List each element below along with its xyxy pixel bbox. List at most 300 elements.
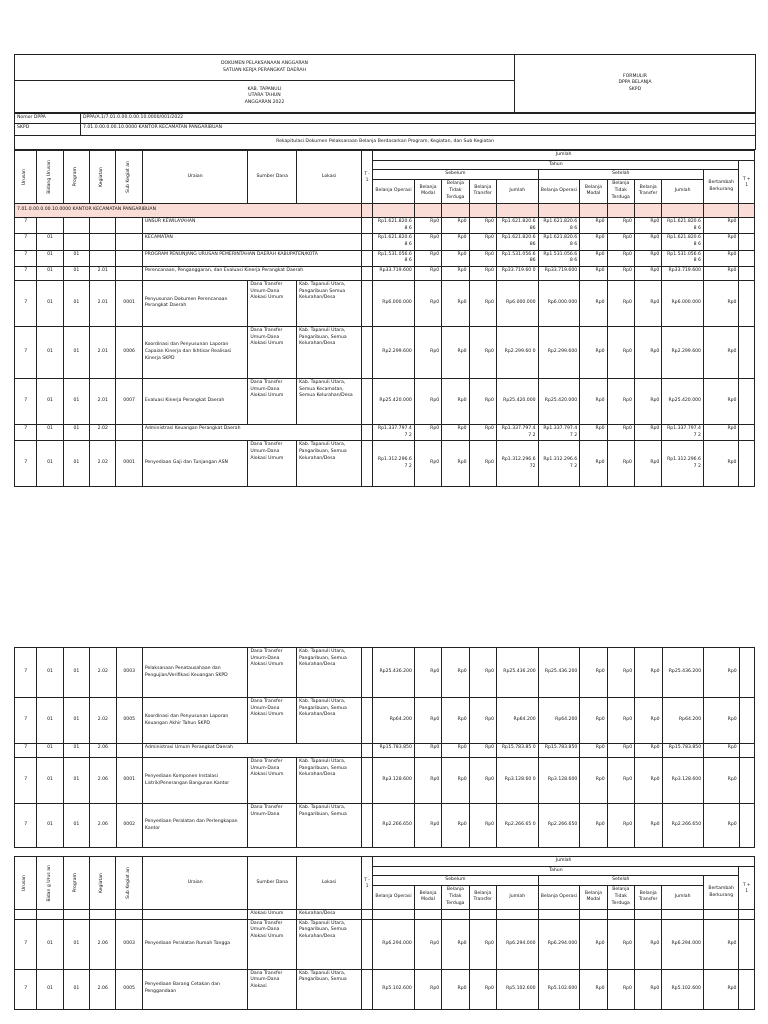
form-line: FORMULIR [623,73,647,79]
program-code: 01 [63,326,89,378]
amount-bm: Rp0 [414,698,441,744]
amount-bt: Rp0 [469,250,496,266]
table-head [15,151,755,204]
lokasi: Kab. Tapanuli Utara, Pangaribuan, Semua Kelurahan/Desa [297,758,362,804]
col-uraian: Uraian [142,857,248,910]
col-t1: T - 1 [362,857,373,910]
empty-cell [469,909,496,919]
amount-bt: Rp0 [469,744,496,758]
amount-bo2: Rp6.294.000 [538,919,580,969]
amount-btt: Rp0 [442,919,469,969]
tplus1-cell [739,648,754,698]
program-code: 01 [63,744,89,758]
amount-bo2: Rp2.299.600 [538,326,580,378]
amount-bm: Rp0 [414,326,441,378]
skpd-name: KANTOR KECAMATAN PANGARIBUAN [72,207,157,213]
program-code: 01 [63,969,89,1009]
kegiatan-code: 2.02 [90,698,116,744]
amount-j2: Rp64.200 [662,698,704,744]
bidang-code: 01 [37,441,63,487]
amount-btt2: Rp0 [607,648,634,698]
col-jml: Jumlah [662,885,704,909]
amount-bm2: Rp0 [580,326,607,378]
lokasi: Kab. Tapanuli Utara, Pangaribuan, Semua [297,804,362,848]
amount-bm2: Rp0 [580,266,607,280]
amount-btt: Rp0 [442,698,469,744]
urusan-code: 7 [15,234,37,250]
empty-cell [538,203,580,217]
amount-btt2: Rp0 [607,378,634,424]
amount-bt: Rp0 [469,804,496,848]
bidang-code: 01 [37,326,63,378]
amount-btt2: Rp0 [607,804,634,848]
uraian: Pelaksanaan Penatausahaan dan Pengujian/Verifikasi Keuangan SKPD [142,648,248,698]
sub-kegiatan-code: 0006 [116,326,142,378]
urusan-code: 7 [15,250,37,266]
amount-btt: Rp0 [442,804,469,848]
table-row [15,441,755,487]
tplus1-cell [739,919,755,969]
col-program [63,857,89,910]
amount-j: Rp15.783.85 0 [497,744,539,758]
empty-cell [739,909,755,919]
dpa-page-3 [14,856,755,1010]
amount-bm: Rp0 [414,424,441,440]
kegiatan-code: 2.01 [90,378,116,424]
amount-bt2: Rp0 [634,266,661,280]
amount-btt2: Rp0 [607,969,634,1009]
skpd-label: SKPD [15,124,81,136]
col-kegiatan [90,857,116,910]
uraian: Penyediaan Peralatan Rumah Tangga [142,919,248,969]
empty-cell [373,203,415,217]
amount-j: Rp1.621.820.6 86 [496,234,538,250]
lokasi: Kab. Tapanuli Utara, Pangaribuan, Semua Kelurahan/Desa [297,648,362,698]
kegiatan-code: 2.01 [90,280,116,326]
table-row [15,919,755,969]
program-code: 01 [63,266,89,280]
kegiatan-code [90,250,116,266]
amount-bm2: Rp0 [580,758,607,804]
amount-j2: Rp2.299.600 [662,326,704,378]
urusan-code: 7 [15,378,37,424]
table-row [15,217,755,233]
empty-cell [469,203,496,217]
lokasi: Kab. Tapanuli Utara, Pangaribuan, Semua Kelurahan/Desa [297,441,362,487]
amount-btt: Rp0 [442,758,469,804]
region-line: ANGGARAN 2022 [244,99,285,105]
table-row [15,698,755,744]
amount-btt2: Rp0 [607,217,634,233]
uraian: Penyediaan Komponen Instalasi Listrik/Penerangan Bangunan Kantor [142,758,248,804]
col-bt: Belanja Transfer [634,179,661,203]
amount-bb: Rp0 [703,969,739,1009]
table-head [15,857,755,910]
program-code [63,234,89,250]
document-info [14,113,756,150]
amount-j: Rp3.128.60 0 [497,758,539,804]
amount-btt: Rp0 [442,744,469,758]
amount-bt: Rp0 [469,758,496,804]
col-uraian: Uraian [142,151,248,204]
region-label [15,81,515,113]
empty-cell [662,909,704,919]
amount-bb: Rp0 [703,280,739,326]
amount-btt2: Rp0 [607,744,634,758]
amount-bm2: Rp0 [580,744,607,758]
col-tplus1: T + 1 [739,160,755,203]
amount-bo2: Rp1.621.820.68 6 [538,234,580,250]
header-label: Urusan [22,168,28,186]
amount-j: Rp1.531.056.6 86 [496,250,538,266]
amount-bb: Rp0 [704,648,740,698]
amount-bb: Rp0 [703,424,739,440]
amount-btt2: Rp0 [607,919,634,969]
amount-j: Rp1.621.820.6 86 [496,217,538,233]
kegiatan-code: 2.02 [90,424,116,440]
amount-bb: Rp0 [704,758,740,804]
bidang-code: 01 [37,280,63,326]
region-line: KAB. TAPANULI [247,86,282,92]
tplus1-cell [739,744,754,758]
amount-bm2: Rp0 [580,441,607,487]
empty-cell [414,909,441,919]
kegiatan-code: 2.06 [90,919,116,969]
amount-btt: Rp0 [442,266,469,280]
lokasi: Kab. Tapanuli Utara, Pangaribuan, Semua Kelurahan/Desa [297,326,362,378]
table-row [15,250,755,266]
amount-bt2: Rp0 [635,698,662,744]
tplus1-cell [739,326,755,378]
kegiatan-code: 2.06 [90,804,116,848]
header-label: Sub Kegiat an [125,867,131,899]
bidang-code: 01 [37,424,63,440]
table-row [15,234,755,250]
amount-bt: Rp0 [469,424,496,440]
t1-cell [362,648,373,698]
amount-bt: Rp0 [469,441,496,487]
col-urusan [15,151,37,204]
kegiatan-code: 2.06 [90,969,116,1009]
empty-cell [580,203,607,217]
program-code: 01 [63,378,89,424]
amount-bm: Rp0 [414,266,441,280]
col-jumlah: Jumlah [373,857,755,867]
amount-bm: Rp0 [414,250,441,266]
col-t1: T - 1 [362,151,373,204]
amount-bm: Rp0 [414,648,441,698]
col-urusan [15,857,37,910]
amount-bo: Rp1.621.820.68 6 [373,217,415,233]
sumber-dana: Dana Transfer Umum-Dana Alokasi Umum [248,441,297,487]
col-tahun: Tahun [373,866,739,876]
amount-bb: Rp0 [703,217,739,233]
col-sub [116,151,142,204]
col-bo: Belanja Operasi [373,179,415,203]
table-row [15,909,755,919]
amount-j2: Rp15.783.850 [662,744,704,758]
sub-kegiatan-code [116,234,142,250]
amount-bo: Rp15.783.850 [373,744,415,758]
program-code: 01 [63,250,89,266]
table-body [15,648,755,848]
col-program [63,151,89,204]
urusan-code: 7 [15,441,37,487]
rekap-title: Rekapitulasi Dokumen Pelaksanaan Belanja Berdasarkan Program, Kegiatan, dan Sub Kegiatan [15,136,756,150]
empty-cell [90,909,116,919]
t1-cell [362,266,373,280]
amount-bo2: Rp6.000.000 [538,280,580,326]
amount-bm2: Rp0 [580,698,607,744]
uraian: Penyediaan Peralatan dan Perlengkapan Kantor [142,804,248,848]
amount-j2: Rp1.621.820.68 6 [662,234,704,250]
col-sumber: Sumber Dana [248,857,297,910]
amount-btt: Rp0 [442,424,469,440]
sub-kegiatan-code: 0005 [116,969,142,1009]
skpd-cell [15,203,362,217]
bidang-code [37,217,63,233]
amount-bb: Rp0 [703,250,739,266]
amount-bo2: Rp1.621.820.68 6 [538,217,580,233]
amount-btt2: Rp0 [607,424,634,440]
empty-cell [362,203,373,217]
empty-cell [703,203,739,217]
title-line: DOKUMEN PELAKSANAAN ANGGARAN [221,60,308,66]
dpa-page-1 [14,54,755,487]
tplus1-cell [739,698,754,744]
skpd-row [15,203,755,217]
col-kegiatan [90,151,116,204]
table-row [15,424,755,440]
amount-bb: Rp0 [704,744,740,758]
amount-btt: Rp0 [442,378,469,424]
col-tplus1: T + 1 [739,866,755,909]
amount-j2: Rp33.719.600 [662,266,704,280]
col-bo: Belanja Operasi [538,885,580,909]
amount-bt: Rp0 [469,326,496,378]
col-bo: Belanja Operasi [538,179,580,203]
uraian: UNSUR KEWILAYAHAN [142,217,361,233]
tplus1-cell [739,758,754,804]
urusan-code: 7 [15,758,37,804]
empty-cell [739,203,755,217]
amount-bt2: Rp0 [634,234,661,250]
nomor-value: DPPA/A.1/7.01.0.00.0.00.10.0000/001/2022 [81,114,756,124]
amount-bo: Rp1.531.056.68 6 [373,250,415,266]
tplus1-cell [739,280,755,326]
col-bm: Belanja Modal [580,179,607,203]
amount-btt2: Rp0 [607,234,634,250]
lokasi: Kab. Tapanuli Utara, Pangaribuan, Semua Kelurahan/Desa [297,698,362,744]
uraian: Administrasi Umum Perangkat Daerah [142,744,361,758]
sub-kegiatan-code: 0001 [116,441,142,487]
nomor-label: Nomor DPPA [15,114,81,124]
amount-bm2: Rp0 [580,378,607,424]
amount-j2: Rp1.621.820.68 6 [662,217,704,233]
amount-j2: Rp6.000.000 [662,280,704,326]
sumber-dana: Dana Transfer Umum-Dana Alokasi Umum [248,758,297,804]
table-body [15,909,755,1009]
col-sebelum: Sebelum [373,876,538,886]
col-bm: Belanja Modal [580,885,607,909]
amount-bo2: Rp1.337.797.47 2 [538,424,580,440]
amount-bt: Rp0 [469,969,496,1009]
bidang-code: 01 [37,919,63,969]
t1-cell [362,424,373,440]
amount-bm: Rp0 [414,234,441,250]
tplus1-cell [739,804,754,848]
urusan-code: 7 [15,217,37,233]
amount-j: Rp25.436.200 [497,648,539,698]
amount-bt2: Rp0 [634,378,661,424]
amount-j2: Rp2.266.650 [662,804,704,848]
lokasi: Kab. Tapanuli Utara, Pangaribuan, Semua Kelurahan/Desa [297,919,362,969]
sub-kegiatan-code: 0003 [116,648,142,698]
amount-j: Rp6.000.000 [496,280,538,326]
header-label: Bidan g Urus an [46,864,52,902]
amount-btt: Rp0 [442,969,469,1009]
amount-btt: Rp0 [442,280,469,326]
amount-bt2: Rp0 [635,804,662,848]
bidang-code: 01 [37,250,63,266]
form-line: SKPD [628,86,642,92]
program-code: 01 [63,441,89,487]
amount-j: Rp33.719.60 0 [496,266,538,280]
amount-bb: Rp0 [703,919,739,969]
amount-btt: Rp0 [442,250,469,266]
sumber-dana: Dana Transfer Umum-Dana Alokasi [248,969,297,1009]
table-row [15,266,755,280]
amount-bb: Rp0 [703,326,739,378]
tplus1-cell [739,217,755,233]
uraian: KECAMATAN [142,234,361,250]
urusan-code: 7 [15,698,37,744]
col-bidang [37,857,63,910]
col-setelah: Setelah [538,170,703,180]
kegiatan-code: 2.02 [90,648,116,698]
col-bm: Belanja Modal [414,179,441,203]
col-sumber: Sumber Dana [248,151,297,204]
amount-bb: Rp0 [703,378,739,424]
amount-bo2: Rp25.420.000 [538,378,580,424]
t1-cell [362,217,373,233]
region-line: UTARA TAHUN [248,93,281,99]
document-header [14,54,756,113]
amount-bo: Rp1.621.820.68 6 [373,234,415,250]
empty-cell [442,203,469,217]
sub-kegiatan-code [116,266,142,280]
amount-bm: Rp0 [414,744,441,758]
amount-bm: Rp0 [414,758,441,804]
sub-kegiatan-code: 0005 [116,698,142,744]
amount-bt2: Rp0 [634,919,661,969]
t1-cell [362,804,373,848]
table-row [15,744,755,758]
amount-bo2: Rp25.436.200 [538,648,580,698]
amount-bb: Rp0 [703,234,739,250]
t1-cell [362,326,373,378]
amount-bt2: Rp0 [634,326,661,378]
amount-bo2: Rp1.312.296.67 2 [538,441,580,487]
sumber-dana: Dana Transfer Umum-Dana Alokasi Umum [248,919,297,969]
amount-bm2: Rp0 [580,250,607,266]
col-btt: Belanja Tidak Terduga [607,179,634,203]
sub-kegiatan-code: 0007 [116,378,142,424]
uraian: Penyediaan Barang Cetakan dan Penggandaan [142,969,248,1009]
header-label: Program [73,873,79,893]
col-bt: Belanja Transfer [469,179,496,203]
amount-bm2: Rp0 [580,804,607,848]
amount-j: Rp1.312.296.6 72 [496,441,538,487]
amount-bt2: Rp0 [634,250,661,266]
sumber-dana: Dana Transfer Umum-Dana Alokasi Umum [248,648,297,698]
col-sub [116,857,142,910]
col-jml: Jumlah [496,885,538,909]
col-jml: Jumlah [496,179,538,203]
tplus1-cell [739,234,755,250]
amount-bt2: Rp0 [635,758,662,804]
amount-bb: Rp0 [704,698,740,744]
col-bertambah: Bertambah Berkurang [703,170,739,204]
empty-cell [496,203,538,217]
urusan-code: 7 [15,280,37,326]
empty-cell [63,909,89,919]
col-lokasi: Lokasi [297,857,362,910]
empty-cell [634,203,661,217]
urusan-code: 7 [15,969,37,1009]
amount-j2: Rp3.128.600 [662,758,704,804]
amount-btt: Rp0 [442,441,469,487]
urusan-code: 7 [15,648,37,698]
amount-bt2: Rp0 [634,441,661,487]
skpd-code: 7.01.0.00.0.00.10.0000 [17,207,72,213]
empty-cell [116,909,142,919]
amount-bo2: Rp33.719.600 [538,266,580,280]
amount-bb: Rp0 [703,266,739,280]
col-jml: Jumlah [662,179,704,203]
budget-table-3 [14,856,755,1010]
sub-kegiatan-code: 0003 [116,919,142,969]
lokasi: Kelurahan/Desa [297,909,362,919]
kegiatan-code: 2.06 [90,758,116,804]
kegiatan-code [90,217,116,233]
kegiatan-code: 2.06 [90,744,116,758]
amount-btt2: Rp0 [607,441,634,487]
program-code: 01 [63,280,89,326]
amount-bb: Rp0 [703,441,739,487]
header-label: Bidang Urusan [46,160,52,194]
sub-kegiatan-code [116,424,142,440]
sub-kegiatan-code [116,250,142,266]
amount-bo: Rp33.719.600 [373,266,415,280]
amount-bo2: Rp2.266.650 [538,804,580,848]
urusan-code: 7 [15,744,37,758]
amount-btt: Rp0 [442,326,469,378]
col-bt: Belanja Transfer [469,885,496,909]
urusan-code: 7 [15,266,37,280]
amount-bo2: Rp1.531.056.68 6 [538,250,580,266]
col-bidang [37,151,63,204]
amount-bt: Rp0 [469,266,496,280]
table-row [15,758,755,804]
empty-cell [634,909,661,919]
amount-bm: Rp0 [414,441,441,487]
t1-cell [362,758,373,804]
header-label: Kegiatan [99,166,105,188]
bidang-code: 01 [37,698,63,744]
header-label: Urusan [22,874,28,892]
empty-cell [607,909,634,919]
